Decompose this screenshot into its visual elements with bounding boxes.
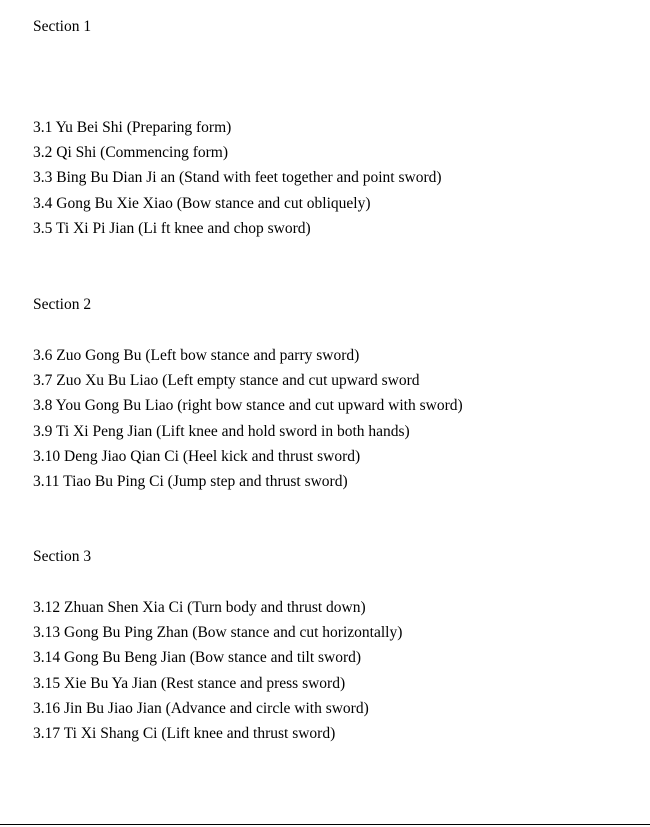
list-item: 3.17 Ti Xi Shang Ci (Lift knee and thrust sword) [33,724,336,742]
list-item: 3.12 Zhuan Shen Xia Ci (Turn body and thrust down) [33,599,366,616]
list-item: 3.10 Deng Jiao Qian Ci (Heel kick and thrust sword) [33,447,361,465]
section-2-heading: Section 2 [33,296,92,313]
list-item: 3.11 Tiao Bu Ping Ci (Jump step and thrust sword) [33,472,348,490]
list-item: 3.16 Jin Bu Jiao Jian (Advance and circle with sword) [33,699,369,717]
list-item: 3.3 Bing Bu Dian Ji an (Stand with feet together and point sword) [33,169,442,187]
list-item: 3.15 Xie Bu Ya Jian (Rest stance and press sword) [33,674,346,692]
list-item: 3.13 Gong Bu Ping Zhan (Bow stance and cut horizontally) [33,624,403,642]
list-item: 3.6 Zuo Gong Bu (Left bow stance and parry sword) [33,347,360,364]
list-item: 3.5 Ti Xi Pi Jian (Li ft knee and chop sword) [33,219,311,237]
list-item: 3.7 Zuo Xu Bu Liao (Left empty stance and cut upward sword [33,372,420,390]
bottom-rule [0,824,650,825]
section-1-list [33,118,442,244]
list-item: 3.2 Qi Shi (Commencing form) [33,144,229,162]
section-3-heading: Section 3 [33,548,92,565]
list-item: 3.14 Gong Bu Beng Jian (Bow stance and tilt sword) [33,649,362,667]
list-item: 3.8 You Gong Bu Liao (right bow stance and cut upward with sword) [33,397,463,415]
list-item: 3.4 Gong Bu Xie Xiao (Bow stance and cut obliquely) [33,194,371,212]
list-item: 3.1 Yu Bei Shi (Preparing form) [33,119,232,136]
section-2-list [33,346,463,497]
list-item: 3.9 Ti Xi Peng Jian (Lift knee and hold sword in both hands) [33,422,410,440]
section-3-list [33,598,402,749]
section-1-heading: Section 1 [33,18,92,35]
